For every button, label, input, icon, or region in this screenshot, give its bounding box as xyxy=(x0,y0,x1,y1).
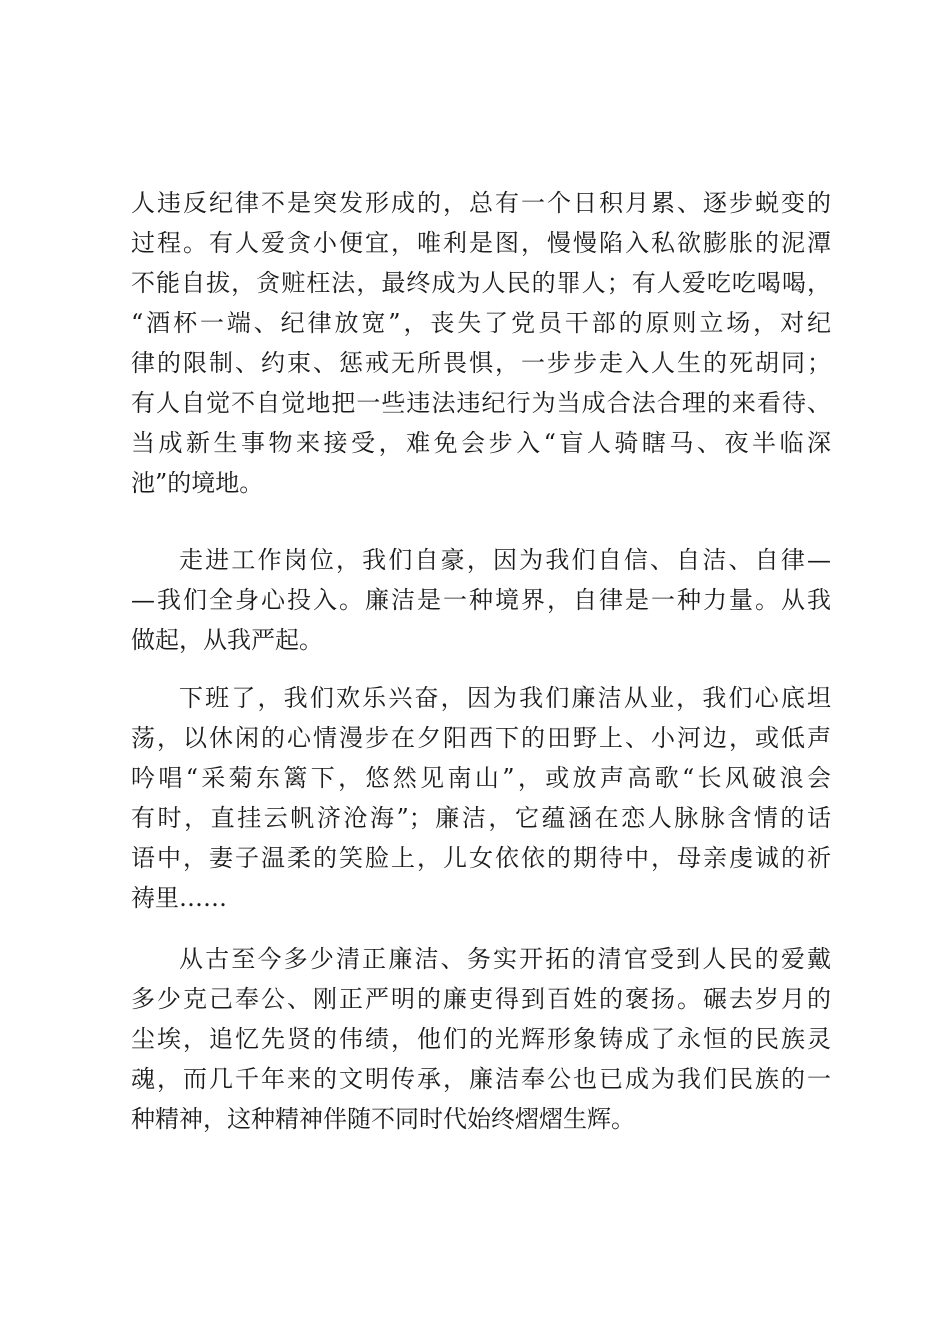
paragraph-4 xyxy=(131,939,831,1139)
paragraph-line: 有人自觉不自觉地把一些违法违纪行为当成合法合理的来看待、 xyxy=(131,389,831,417)
paragraph-line: 不能自拔，贪赃枉法，最终成为人民的罪人；有人爱吃吃喝喝， xyxy=(131,269,831,297)
paragraph-line: 当成新生事物来接受，难免会步入“盲人骑瞎马、夜半临深 xyxy=(131,429,831,457)
paragraph-line: 种精神，这种精神伴随不同时代始终熠熠生辉。 xyxy=(131,1105,635,1133)
paragraph-line: 走进工作岗位，我们自豪，因为我们自信、自洁、自律— xyxy=(179,546,831,574)
paragraph-line: 做起，从我严起。 xyxy=(131,626,323,654)
paragraph-line: 从古至今多少清正廉洁、务实开拓的清官受到人民的爱戴 xyxy=(179,945,831,973)
paragraph-line: 荡，以休闲的心情漫步在夕阳西下的田野上、小河边，或低声 xyxy=(131,724,831,752)
paragraph-line: 祷里…… xyxy=(131,884,227,912)
paragraph-line: —我们全身心投入。廉洁是一种境界，自律是一种力量。从我 xyxy=(131,586,831,614)
paragraph-line: 语中，妻子温柔的笑脸上，儿女依依的期待中，母亲虔诚的祈 xyxy=(131,844,831,872)
paragraph-2 xyxy=(131,540,831,660)
paragraph-line: 池”的境地。 xyxy=(131,469,264,497)
paragraph-line: “酒杯一端、纪律放宽”，丧失了党员干部的原则立场，对纪 xyxy=(131,309,831,337)
paragraph-line: 吟唱“采菊东篱下，悠然见南山”，或放声高歌“长风破浪会 xyxy=(131,764,831,792)
paragraph-line: 有时，直挂云帆济沧海”；廉洁，它蕴涵在恋人脉脉含情的话 xyxy=(131,804,831,832)
paragraph-line: 过程。有人爱贪小便宜，唯利是图，慢慢陷入私欲膨胀的泥潭 xyxy=(131,229,831,257)
paragraph-line: 尘埃，追忆先贤的伟绩，他们的光辉形象铸成了永恒的民族灵 xyxy=(131,1025,831,1053)
paragraph-line: 律的限制、约束、惩戒无所畏惧，一步步走入人生的死胡同； xyxy=(131,349,831,377)
paragraph-line: 魂，而几千年来的文明传承，廉洁奉公也已成为我们民族的一 xyxy=(131,1065,831,1093)
paragraph-line: 下班了，我们欢乐兴奋，因为我们廉洁从业，我们心底坦 xyxy=(179,684,831,712)
paragraph-3 xyxy=(131,678,831,918)
paragraph-line: 人违反纪律不是突发形成的，总有一个日积月累、逐步蜕变的 xyxy=(131,189,831,217)
paragraph-1 xyxy=(131,183,831,503)
paragraph-line: 多少克己奉公、刚正严明的廉吏得到百姓的褒扬。碾去岁月的 xyxy=(131,985,831,1013)
